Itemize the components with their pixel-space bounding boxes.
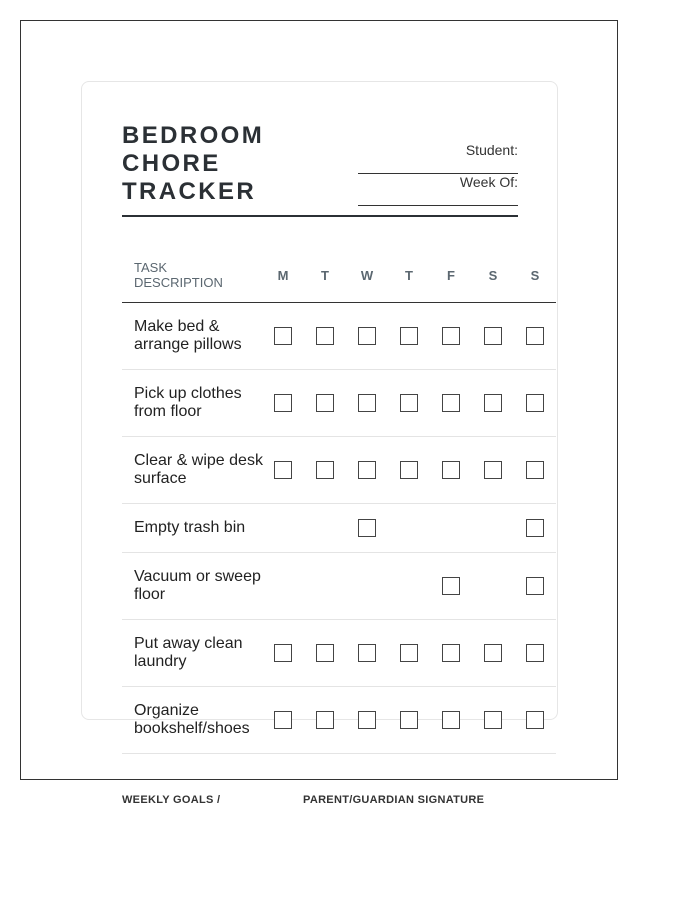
checkbox-sunday[interactable] — [526, 394, 544, 412]
table-header — [122, 253, 556, 303]
week-of-label: Week Of: — [459, 174, 518, 190]
checkbox-sunday[interactable] — [526, 519, 544, 537]
checkbox-wednesday[interactable] — [358, 327, 376, 345]
title-divider — [122, 215, 518, 217]
week-of-field[interactable] — [358, 205, 518, 206]
checkbox-sunday[interactable] — [526, 577, 544, 595]
task-label: Empty trash bin — [134, 519, 246, 536]
table-row — [122, 370, 556, 437]
day-header-friday: F — [447, 268, 455, 283]
checkbox-monday[interactable] — [274, 327, 292, 345]
table-row — [122, 504, 556, 553]
chore-table — [122, 253, 556, 754]
checkbox-tuesday[interactable] — [316, 394, 334, 412]
table-row — [122, 620, 556, 687]
checkbox-sunday[interactable] — [526, 461, 544, 479]
checkbox-sunday[interactable] — [526, 711, 544, 729]
title-line: TRACKER — [122, 178, 257, 205]
checkbox-thursday[interactable] — [400, 711, 418, 729]
checkbox-sunday[interactable] — [526, 327, 544, 345]
table-row — [122, 437, 556, 504]
checkbox-monday[interactable] — [274, 711, 292, 729]
checkbox-wednesday[interactable] — [358, 644, 376, 662]
day-header-tuesday: T — [321, 268, 329, 283]
day-header-wednesday: W — [360, 268, 374, 283]
checkbox-friday[interactable] — [442, 394, 460, 412]
checkbox-wednesday[interactable] — [358, 519, 376, 537]
checkbox-tuesday[interactable] — [316, 461, 334, 479]
checkbox-monday[interactable] — [274, 644, 292, 662]
table-row — [122, 553, 556, 620]
checkbox-monday[interactable] — [274, 394, 292, 412]
day-header-sunday: S — [530, 268, 540, 283]
checkbox-monday[interactable] — [274, 461, 292, 479]
checkbox-friday[interactable] — [442, 461, 460, 479]
checkbox-friday[interactable] — [442, 644, 460, 662]
checkbox-friday[interactable] — [442, 711, 460, 729]
checkbox-tuesday[interactable] — [316, 327, 334, 345]
checkbox-thursday[interactable] — [400, 327, 418, 345]
task-label: Put away clean laundry — [134, 635, 243, 670]
checkbox-thursday[interactable] — [400, 394, 418, 412]
task-label: Clear & wipe desk surface — [134, 452, 263, 487]
checkbox-thursday[interactable] — [400, 644, 418, 662]
student-label: Student: — [465, 142, 518, 158]
page-title — [122, 122, 264, 206]
task-description-header: TASK DESCRIPTION — [134, 260, 223, 290]
checkbox-wednesday[interactable] — [358, 711, 376, 729]
checkbox-saturday[interactable] — [484, 461, 502, 479]
checkbox-tuesday[interactable] — [316, 644, 334, 662]
checkbox-saturday[interactable] — [484, 644, 502, 662]
task-label: Vacuum or sweep floor — [134, 568, 261, 603]
parent-signature-label: PARENT/GUARDIAN SIGNATURE — [303, 794, 485, 804]
checkbox-saturday[interactable] — [484, 394, 502, 412]
task-label: Organize bookshelf/shoes — [134, 702, 250, 737]
table-row — [122, 687, 556, 754]
day-header-monday: M — [277, 268, 289, 283]
checkbox-friday[interactable] — [442, 327, 460, 345]
checkbox-wednesday[interactable] — [358, 461, 376, 479]
checkbox-tuesday[interactable] — [316, 711, 334, 729]
checkbox-wednesday[interactable] — [358, 394, 376, 412]
checkbox-thursday[interactable] — [400, 461, 418, 479]
checkbox-friday[interactable] — [442, 577, 460, 595]
table-body — [122, 303, 556, 754]
table-row — [122, 303, 556, 370]
checkbox-sunday[interactable] — [526, 644, 544, 662]
task-label: Make bed & arrange pillows — [134, 318, 242, 353]
title-line: CHORE — [122, 150, 221, 177]
title-line: BEDROOM — [122, 122, 265, 149]
day-header-saturday: S — [488, 268, 498, 283]
day-header-thursday: T — [405, 268, 413, 283]
checkbox-saturday[interactable] — [484, 327, 502, 345]
task-label: Pick up clothes from floor — [134, 385, 242, 420]
checkbox-saturday[interactable] — [484, 711, 502, 729]
weekly-goals-label: WEEKLY GOALS / — [122, 794, 221, 804]
